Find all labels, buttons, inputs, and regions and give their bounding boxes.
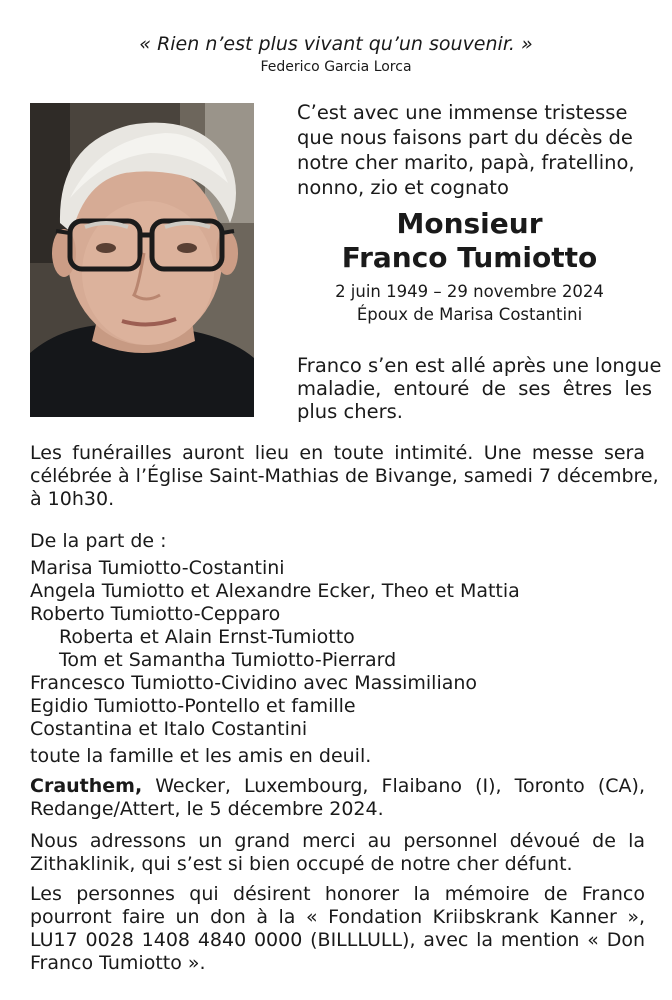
deceased-honorific: Monsieur [396,207,543,240]
family-heading: De la part de : [30,530,167,552]
place-town: Crauthem, [30,775,143,797]
family-list [30,530,645,768]
thanks-paragraph [30,830,645,876]
deceased-name: Franco Tumiotto [341,241,598,274]
family-member: Angela Tumiotto et Alexandre Ecker, Theo et Mattia [30,580,520,602]
family-member: Costantina et Italo Costantini [30,718,308,740]
thanks-line: Nous adressons un grand merci au personnel dévoué de la [30,830,645,852]
funeral-paragraph [30,442,659,511]
intro-line: C’est avec une immense tristesse [297,101,628,124]
intro-line: nonno, zio et cognato [297,176,509,199]
funeral-line: Les funérailles auront lieu en toute intimité. Une messe sera [30,442,645,464]
place-line: Redange/Attert, le 5 décembre 2024. [30,798,384,820]
portrait-photo [30,103,254,417]
place-line [30,775,645,798]
funeral-line: célébrée à l’Église Saint-Mathias de Bivange, samedi 7 décembre, [30,465,659,487]
family-closing: toute la famille et les amis en deuil. [30,745,372,767]
intro-line: que nous faisons part du décès de [297,126,633,149]
donation-line: LU17 0028 1408 4840 0000 (BILLLULL), avec la mention « Don [30,929,645,951]
funeral-line: à 10h30. [30,488,115,510]
donation-line: pourront faire un don à la « Fondation Kriibskrank Kanner », [30,906,645,928]
life-dates: 2 juin 1949 – 29 novembre 2024 [335,282,604,301]
illness-line: Franco s’en est allé après une longue [297,354,662,377]
family-member: Marisa Tumiotto-Costantini [30,557,285,579]
family-member: Tom et Samantha Tumiotto-Pierrard [59,649,397,671]
epigraph-author: Federico Garcia Lorca [260,59,412,75]
donation-paragraph [30,883,645,975]
announcement-intro [297,100,652,200]
donation-line: Les personnes qui désirent honorer la mémoire de Franco [30,883,645,905]
epigraph-quote: « Rien n’est plus vivant qu’un souvenir. » [139,33,533,55]
family-member: Roberta et Alain Ernst-Tumiotto [59,626,355,648]
place-date-paragraph [30,775,645,821]
deceased-name-block [297,207,642,326]
intro-line: notre cher marito, papà, fratellino, [297,151,635,174]
illness-line: plus chers. [297,400,403,423]
family-member: Egidio Tumiotto-Pontello et famille [30,695,356,717]
illness-paragraph [297,354,662,423]
thanks-line: Zithaklinik, qui s’est si bien occupé de notre cher défunt. [30,853,573,875]
spouse-line: Époux de Marisa Costantini [356,305,583,324]
family-member: Roberto Tumiotto-Cepparo [30,603,281,625]
place-locations: Wecker, Luxembourg, Flaibano (I), Toronto (CA), [142,775,645,797]
donation-line: Franco Tumiotto ». [30,952,206,974]
family-member: Francesco Tumiotto-Cividino avec Massimiliano [30,672,478,694]
illness-line: maladie, entouré de ses êtres les [297,377,652,400]
